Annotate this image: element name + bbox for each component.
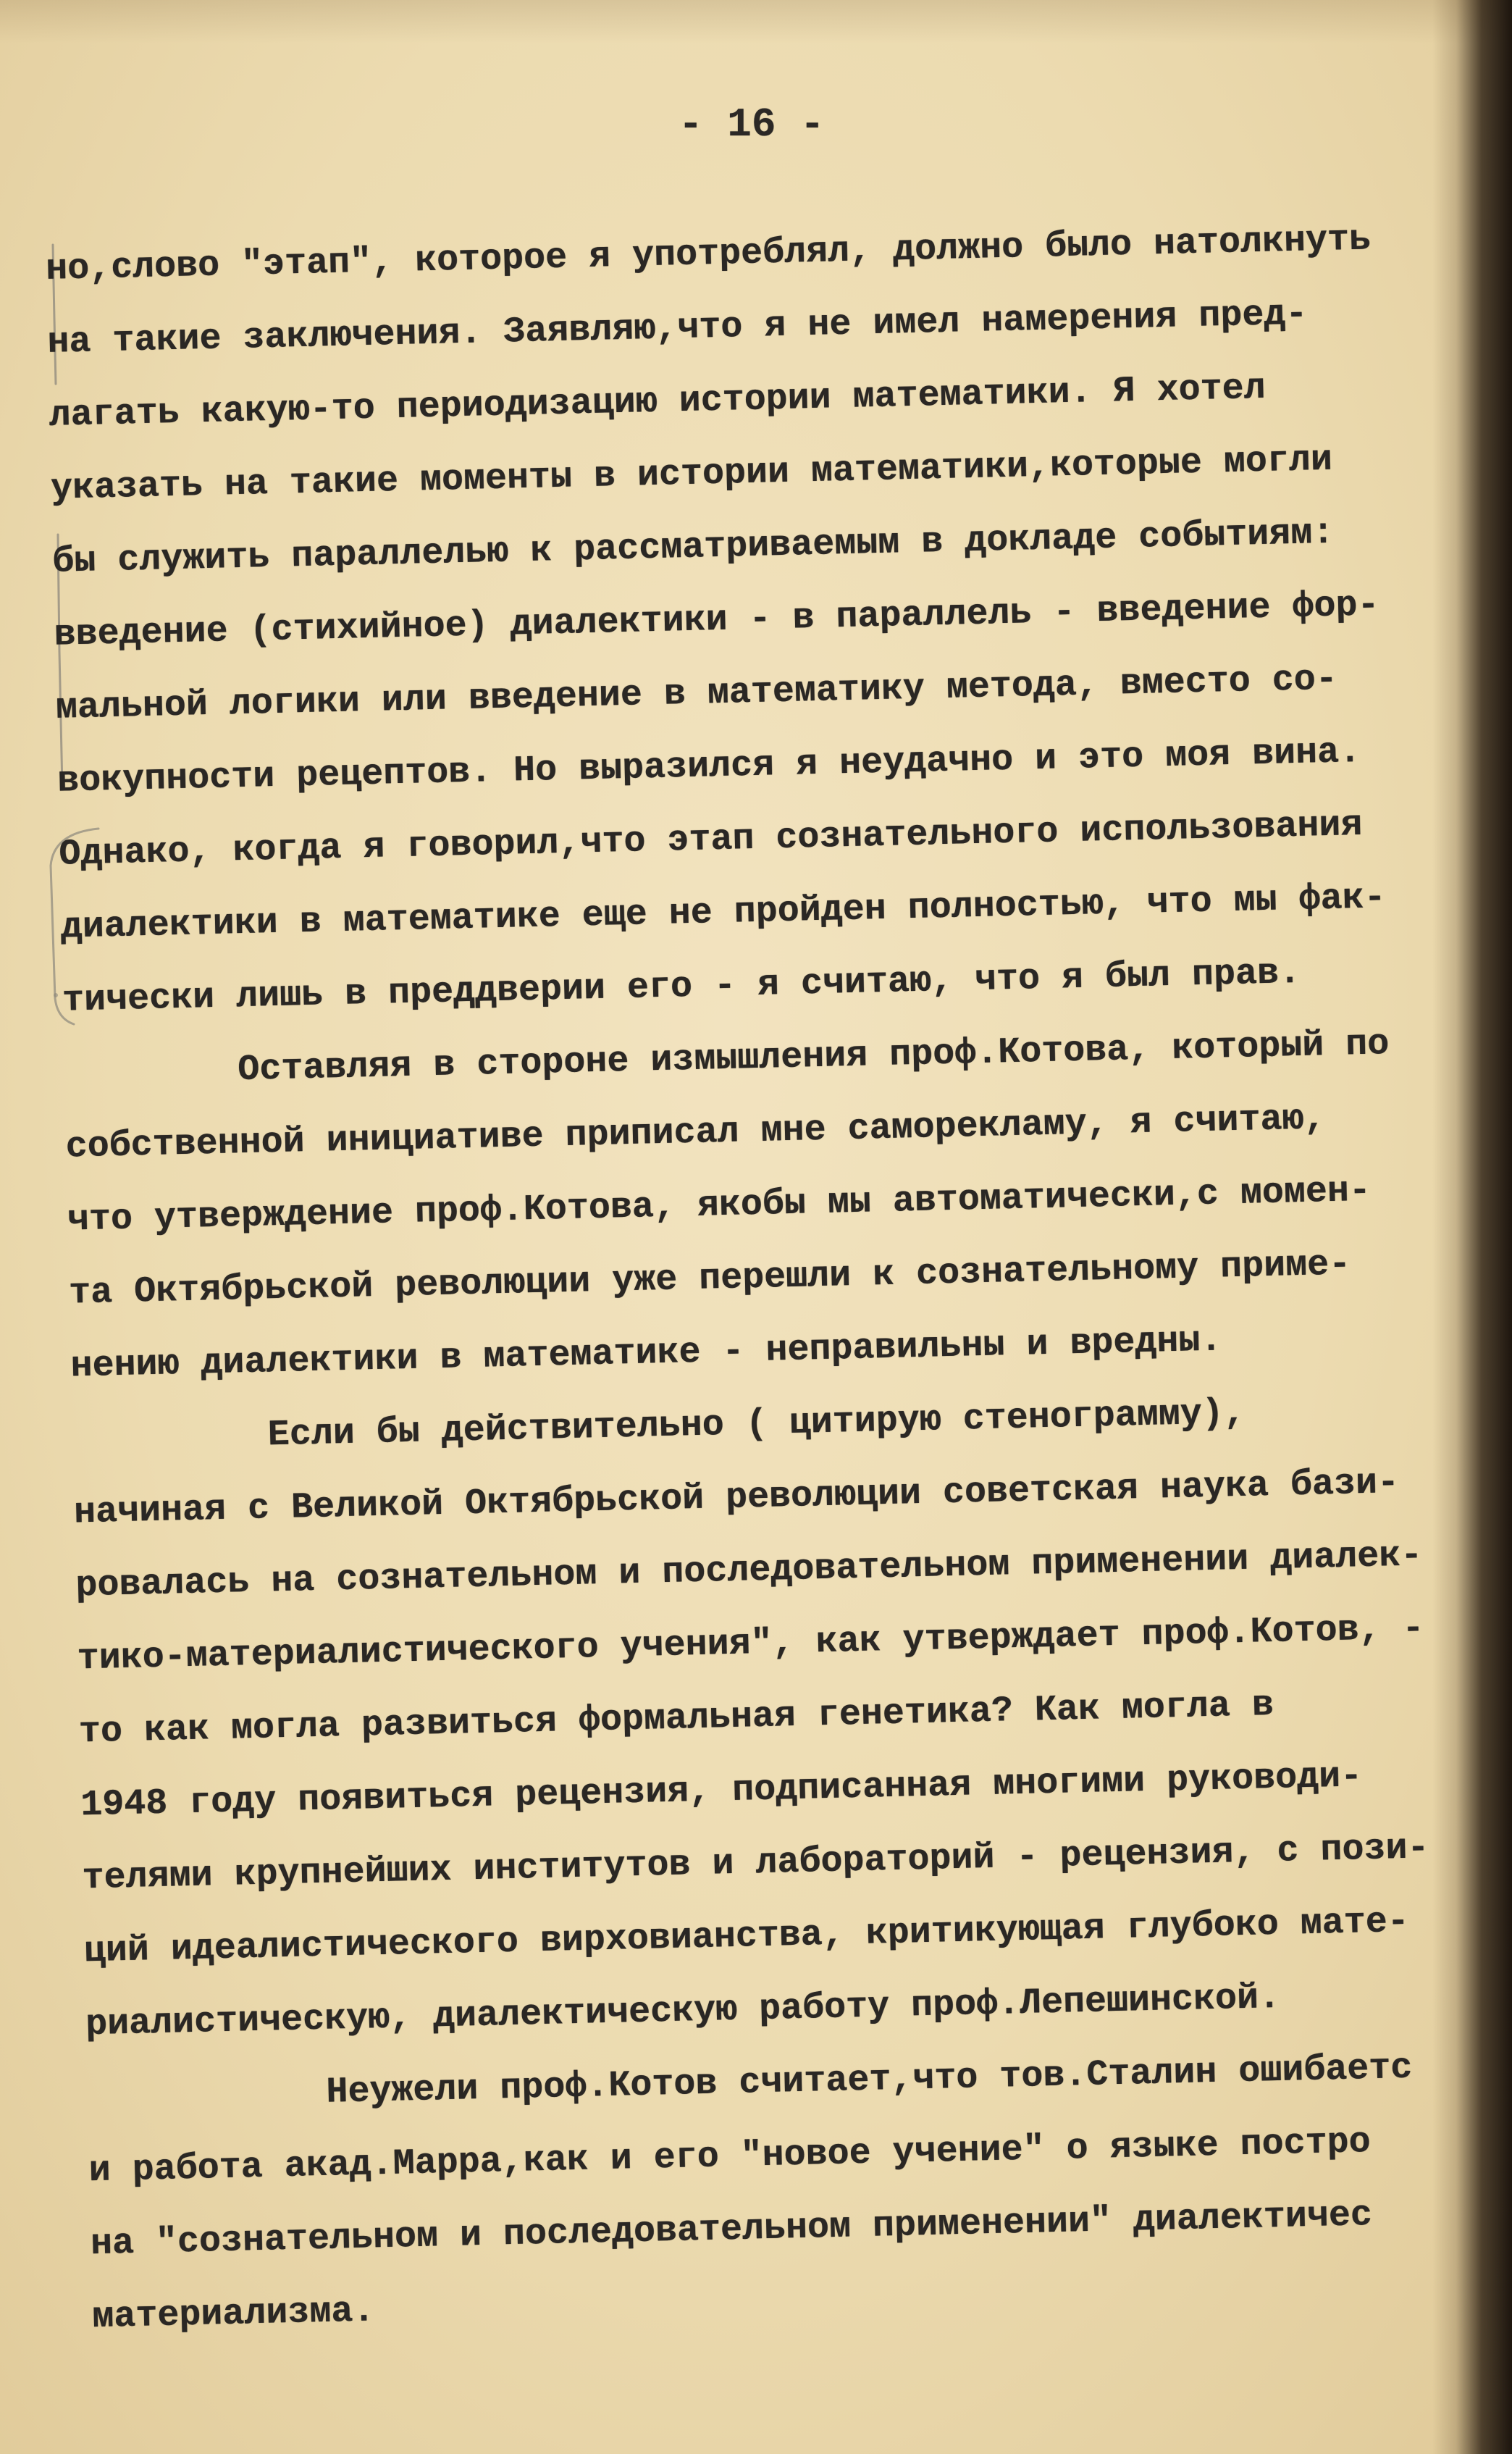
- text-line: бы служить параллелью к рассматриваемым в докладе событиям:: [51, 512, 1335, 583]
- text-line: материализма.: [91, 2290, 375, 2339]
- pencil-dot: [54, 993, 58, 997]
- page-number: - 16 -: [679, 101, 825, 148]
- text-line: но,слово "этап", которое я употреблял, должно было натолкнуть: [45, 219, 1372, 290]
- text-line: вокупности рецептов. Но выразился я неудачно и это моя вина.: [56, 731, 1361, 803]
- paragraph-3: [72, 1372, 1462, 2061]
- text-line: собственной инициативе приписал мне саморекламу, я считаю,: [65, 1098, 1327, 1168]
- text-line: Однако, когда я говорил,что этап сознательного использования: [58, 804, 1363, 876]
- text-line-indented: Неужели проф.Котов считает,что тов.Сталин ошибаетс: [325, 2047, 1413, 2114]
- text-line: и работа акад.Марра,как и его "новое учение" о языке постро: [88, 2122, 1372, 2193]
- paper-top-shade: [0, 0, 1512, 43]
- text-line: введение (стихийное) диалектики - в параллель - введение фор-: [53, 585, 1380, 656]
- text-line: указать на такие моменты в истории математики,которые могли: [50, 439, 1333, 510]
- paragraph-1: [45, 202, 1439, 1038]
- text-line: риалистическую, диалектическую работу проф.Лепешинской.: [85, 1977, 1281, 2046]
- text-line: на "сознательном и последовательном применении" диалектичес: [90, 2195, 1373, 2266]
- text-line: что утверждение проф.Котова, якобы мы автоматически,с момен-: [67, 1170, 1372, 1241]
- text-line: лагать какую-то периодизацию истории математики. Я хотел: [49, 367, 1267, 437]
- page-edge-shadow: [1432, 0, 1512, 2454]
- text-line: начиная с Великой Октябрьской революции советская наука бази-: [73, 1462, 1400, 1534]
- text-line: ровалась на сознательном и последовательном применении диалек-: [75, 1535, 1423, 1607]
- text-line: ций идеалистического вирховианства, критикующая глубоко мате-: [83, 1901, 1410, 1973]
- paragraph-2: [63, 1007, 1447, 1404]
- typed-text-block: [45, 202, 1469, 2354]
- text-line: то как могла развиться формальная генетика? Как могла в: [78, 1684, 1274, 1754]
- text-line: диалектики в математике еще не пройден полностью, что мы фак-: [60, 877, 1387, 949]
- text-line-indented: Оставляя в стороне измышления проф.Котова, который по: [237, 1023, 1390, 1092]
- text-line: нению диалектики в математике - неправильны и вредны.: [70, 1320, 1223, 1388]
- text-line: тико-материалистического учения", как утверждает проф.Котов, -: [77, 1608, 1425, 1680]
- text-line: мальной логики или введение в математику метода, вместо со-: [55, 658, 1338, 729]
- text-line: телями крупнейших институтов и лабораторий - рецензия, с пози-: [81, 1827, 1430, 1900]
- paragraph-4: [86, 2030, 1469, 2354]
- text-line: тически лишь в преддверии его - я считаю, что я был прав.: [62, 952, 1301, 1022]
- text-line: на такие заключения. Заявляю,что я не имел намерения пред-: [46, 293, 1308, 364]
- text-line-indented: Если бы действительно ( цитирую стенограмму),: [267, 1392, 1246, 1457]
- text-line: та Октябрьской революции уже перешли к сознательному приме-: [68, 1244, 1351, 1315]
- text-line: 1948 году появиться рецензия, подписанная многими руководи-: [80, 1756, 1363, 1827]
